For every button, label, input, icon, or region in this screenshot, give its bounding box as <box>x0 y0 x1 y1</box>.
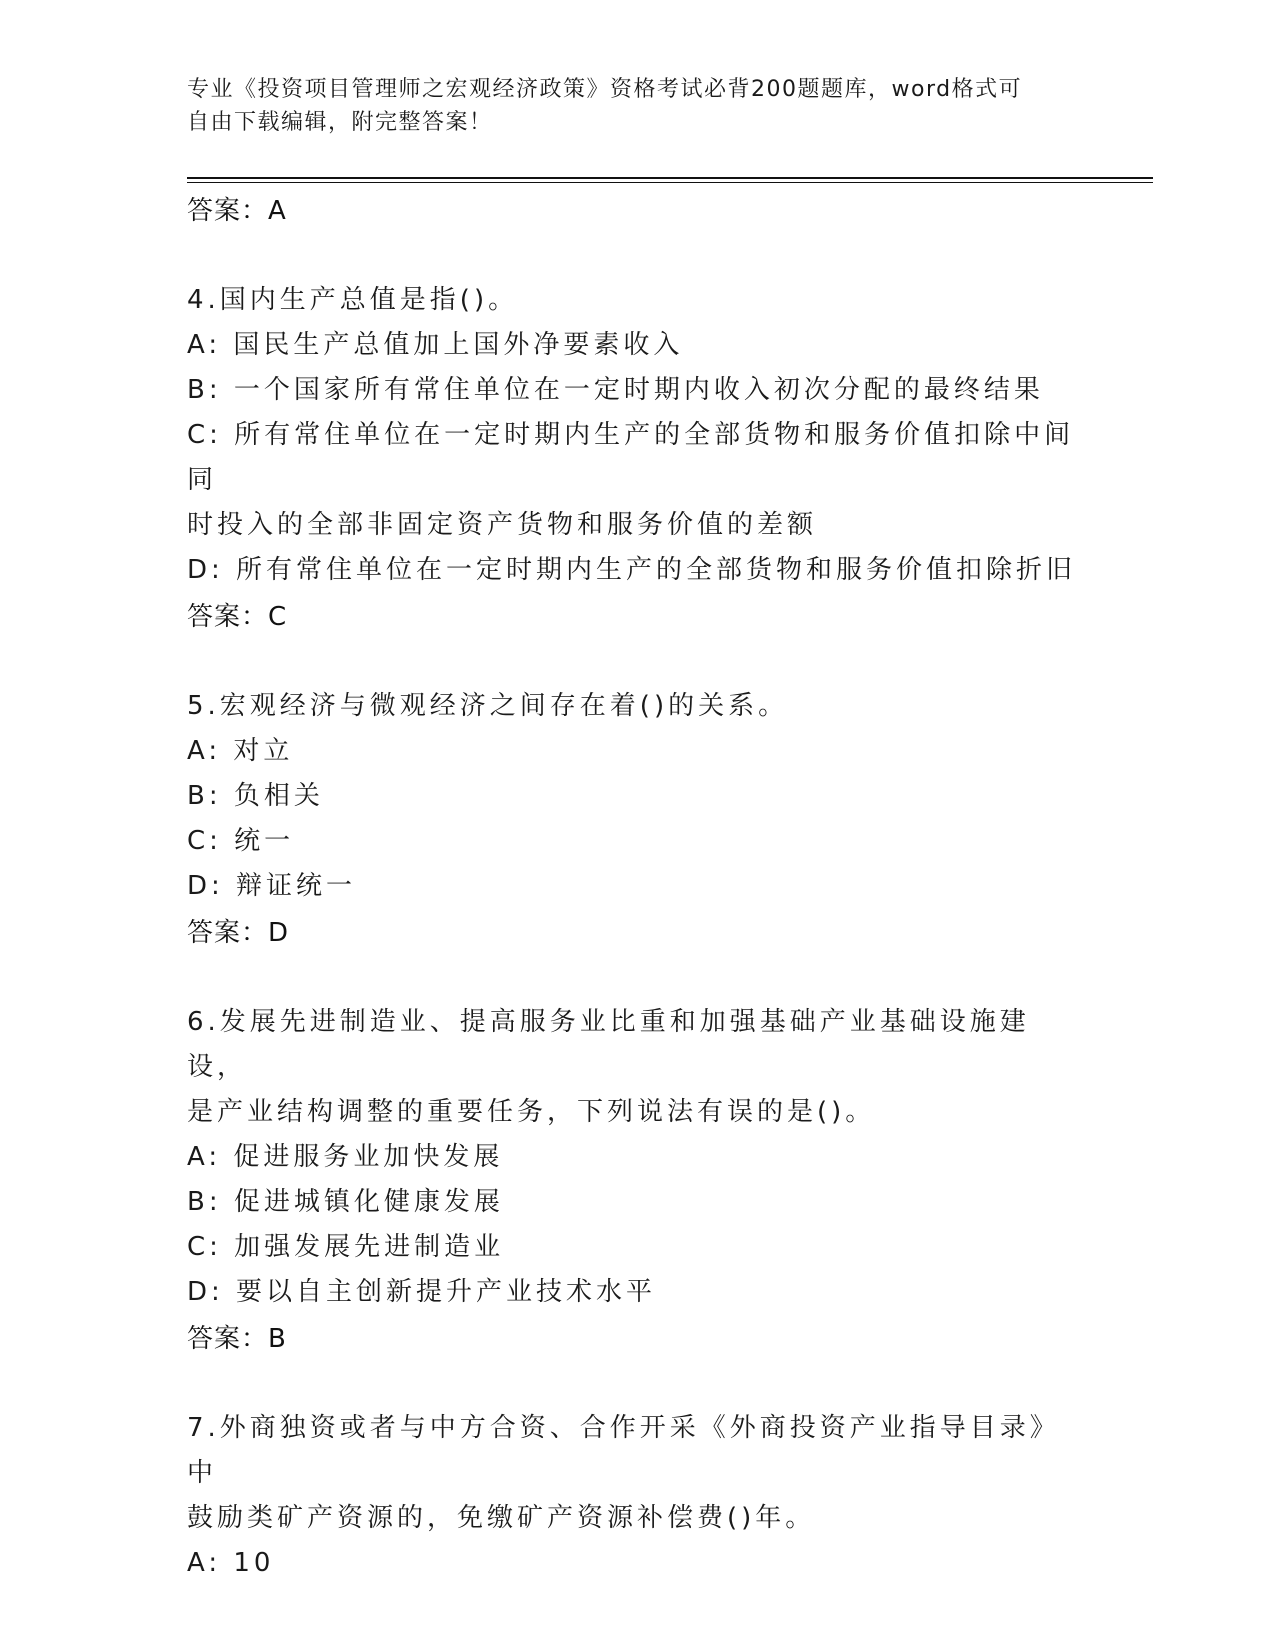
question-block <box>187 684 1087 957</box>
answer-line: 答案：C <box>187 602 288 632</box>
answer-option: D: 要以自主创新提升产业技术水平 <box>187 1277 657 1307</box>
header-line-1: 专业《投资项目管理师之宏观经济政策》资格考试必背200题题库，word格式可 <box>187 77 1023 102</box>
question-stem: 4.国内生产总值是指()。 <box>187 285 519 315</box>
answer-line: 答案：A <box>187 196 287 226</box>
answer-option: A: 促进服务业加快发展 <box>187 1142 504 1172</box>
answer-option: C: 加强发展先进制造业 <box>187 1232 505 1262</box>
question-block <box>187 278 1087 641</box>
question-list <box>187 187 1087 1586</box>
question-stem: 6.发展先进制造业、提高服务业比重和加强基础产业基础设施建设， <box>187 1007 1030 1082</box>
question-gap <box>187 235 1087 278</box>
answer-option: D: 辩证统一 <box>187 871 357 901</box>
page-header <box>187 73 1067 139</box>
question-stem: 鼓励类矿产资源的，免缴矿产资源补偿费()年。 <box>187 1503 816 1533</box>
question-block <box>187 1406 1087 1586</box>
answer-option: A: 对立 <box>187 736 294 766</box>
question-stem: 5.宏观经济与微观经济之间存在着()的关系。 <box>187 691 789 721</box>
answer-line: 答案：B <box>187 1324 287 1354</box>
question-stem: 7.外商独资或者与中方合资、合作开采《外商投资产业指导目录》中 <box>187 1413 1060 1488</box>
answer-option: A: 10 <box>187 1548 275 1578</box>
answer-option: A: 国民生产总值加上国外净要素收入 <box>187 330 684 360</box>
header-line-2: 自由下载编辑，附完整答案！ <box>187 110 493 135</box>
header-divider-thick <box>187 177 1153 179</box>
question-gap <box>187 641 1087 684</box>
answer-option: 时投入的全部非固定资产货物和服务价值的差额 <box>187 510 818 540</box>
question-block <box>187 1000 1087 1363</box>
answer-line: 答案：D <box>187 918 290 948</box>
answer-option: D: 所有常住单位在一定时期内生产的全部货物和服务价值扣除折旧 <box>187 555 1077 585</box>
question-gap <box>187 1363 1087 1406</box>
answer-option: C: 所有常住单位在一定时期内生产的全部货物和服务价值扣除中间同 <box>187 420 1075 495</box>
header-divider-thin <box>187 182 1153 183</box>
answer-option: B: 促进城镇化健康发展 <box>187 1187 504 1217</box>
question-gap <box>187 957 1087 1000</box>
answer-option: B: 一个国家所有常住单位在一定时期内收入初次分配的最终结果 <box>187 375 1044 405</box>
answer-option: C: 统一 <box>187 826 295 856</box>
question-stem: 是产业结构调整的重要任务，下列说法有误的是()。 <box>187 1097 876 1127</box>
answer-option: B: 负相关 <box>187 781 324 811</box>
